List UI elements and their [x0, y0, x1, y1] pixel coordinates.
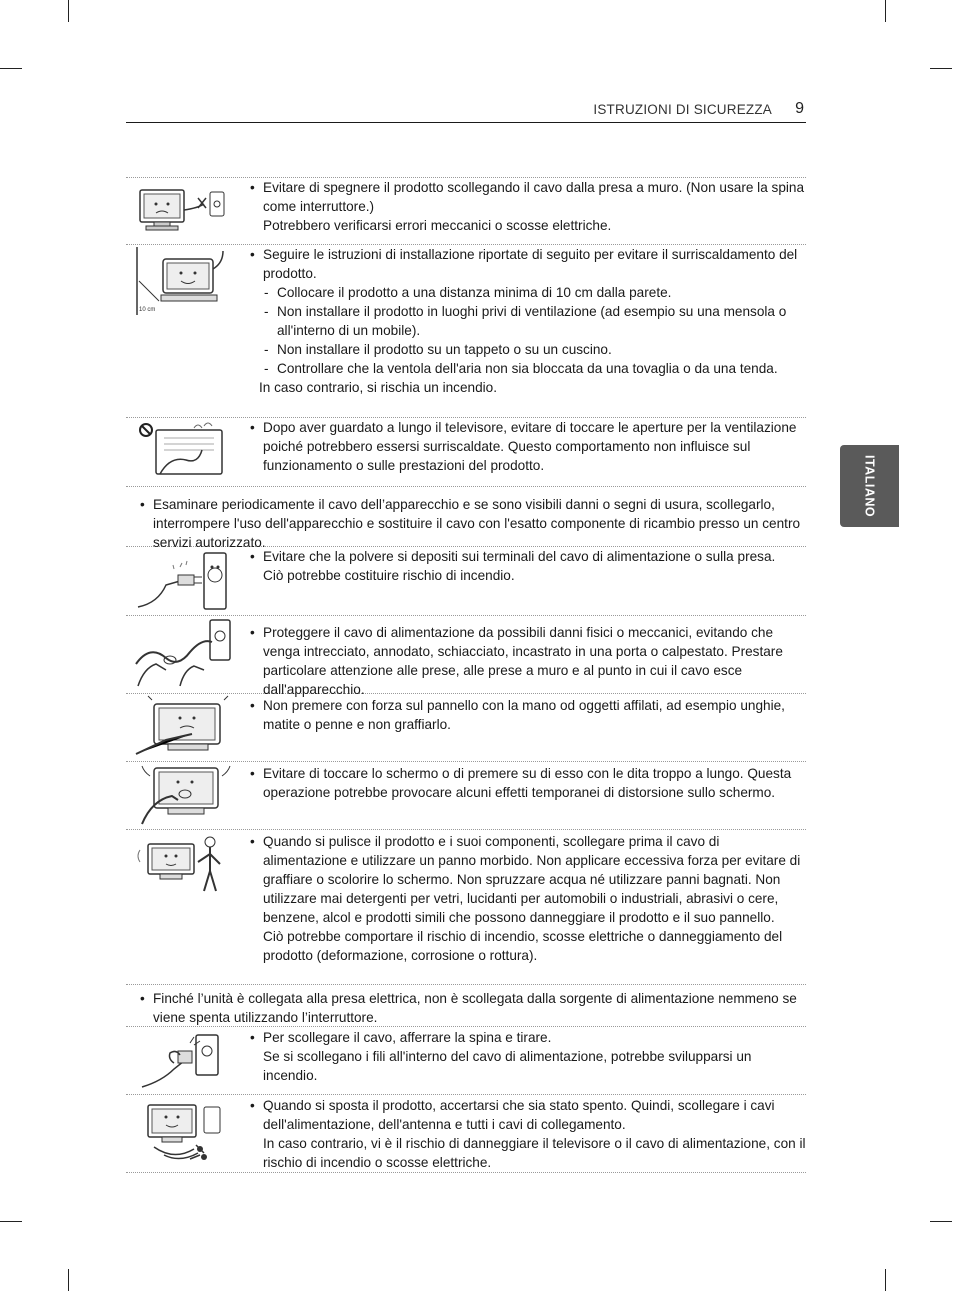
- bullet-text: • Evitare di toccare lo schermo o di premere su di esso con le dita troppo a lungo. Questa operazione potrebbe provocare alcuni effetti temporanei di distorsione sullo schermo.: [248, 764, 806, 802]
- bullet-text: • Quando si pulisce il prodotto e i suoi componenti, scollegare prima il cavo di alimentazione e utilizzare un panno morbido. Non applicare eccessiva forza per evitare di graffiare o scolorire lo schermo. Non spruzzare acqua né utilizzare panni bagnati. Non utilizzare mai detergenti per vetri, lucidanti per automobili o industriali, abrasivi o cere, benzene, alcol e prodotti simili che possono danneggiare il prodotto e il suo pannello. Ciò potrebbe comportare il rischio di incendio, scosse elettriche o danneggiamento del prodotto (deformazione, corrosione o rottura).: [248, 832, 806, 965]
- sub-item: - Non installare il prodotto su un tappeto o su un cuscino.: [248, 340, 806, 359]
- tv-wall-distance-icon: [126, 245, 238, 317]
- hand-pull-plug-icon: [126, 1031, 238, 1091]
- item-text: [138, 495, 806, 552]
- sub-item: - Controllare che la ventola dell'aria non sia bloccata da una tovaglia o da una tenda.: [248, 359, 806, 378]
- bullet-text: • Proteggere il cavo di alimentazione da possibili danni fisici o meccanici, evitando che venga intrecciato, annodato, schiacciato, incastrato in una porta o calpestato. Prestare particolare attenzione alle prese, alle prese a muro e al punto in cui il cavo esce dall'apparecchio.: [248, 623, 806, 699]
- safety-item: [126, 1027, 806, 1095]
- safety-item: [126, 694, 806, 762]
- safety-item: [126, 985, 806, 1027]
- tv-vent-touch-icon: [126, 420, 238, 482]
- item-text: [248, 1028, 806, 1085]
- page-number: 9: [795, 100, 804, 117]
- item-text: [248, 696, 806, 734]
- safety-item: [126, 547, 806, 616]
- bullet-text: • Evitare che la polvere si depositi sui terminali del cavo di alimentazione o sulla presa. Ciò potrebbe costituire rischio di incendio.: [248, 547, 806, 585]
- warning-note: In caso contrario, si rischia un incendio.: [259, 380, 498, 395]
- item-text: [248, 245, 806, 397]
- dusty-plug-icon: [126, 549, 238, 613]
- item-text: [248, 547, 806, 585]
- language-tab-label: ITALIANO: [862, 454, 877, 518]
- tv-finger-press-icon: [126, 762, 238, 826]
- item-text: [248, 1096, 806, 1172]
- safety-list: [126, 177, 806, 1173]
- safety-item: [126, 178, 806, 245]
- crop-mark: [930, 68, 952, 69]
- crop-mark: [885, 0, 886, 22]
- item-text: [248, 178, 806, 235]
- safety-item: [126, 418, 806, 487]
- item-text: [248, 418, 806, 475]
- distance-label: 10 cm: [139, 307, 156, 313]
- sub-item: - Collocare il prodotto a una distanza minima di 10 cm dalla parete.: [248, 283, 806, 302]
- item-text: [248, 832, 806, 965]
- tv-cleaning-icon: [126, 834, 238, 898]
- tv-sharp-object-icon: [126, 694, 238, 758]
- bullet-text: • Per scollegare il cavo, afferrare la spina e tirare. Se si scollegano i fili all'interno del cavo di alimentazione, potrebbe svilupparsi un incendio.: [248, 1028, 806, 1085]
- safety-item: [126, 245, 806, 418]
- safety-item: [126, 616, 806, 697]
- bullet-text: • Finché l’unità è collegata alla presa elettrica, non è scollegata dalla sorgente di alimentazione nemmeno se viene spenta utilizzando l’interruttore.: [138, 989, 806, 1027]
- bullet-text: • Evitare di spegnere il prodotto scollegando il cavo dalla presa a muro. (Non usare la spina come interruttore.) Potrebbero verificarsi errori meccanici o scosse elettriche.: [248, 178, 806, 235]
- crop-mark: [68, 1269, 69, 1291]
- safety-item: [126, 762, 806, 830]
- item-text: [138, 989, 806, 1027]
- safety-item: [126, 830, 806, 985]
- crop-mark: [0, 1221, 22, 1222]
- crop-mark: [68, 0, 69, 22]
- safety-item: [126, 487, 806, 550]
- safety-item: [126, 1095, 806, 1173]
- bullet-text: • Esaminare periodicamente il cavo dell’apparecchio e se sono visibili danni o segni di usura, scollegarlo, interrompere l'uso dell'apparecchio e sostituire il cavo con l'esatto componente di ricambio presso un centro servizi autorizzato.: [138, 495, 806, 552]
- bullet-text: • Quando si sposta il prodotto, accertarsi che sia stato spento. Quindi, scollegare i cavi dell'alimentazione, dell'antenna e tutti i cavi di collegamento. In caso contrario, vi è il rischio di danneggiare il televisore o il cavo di alimentazione, con il rischio di incendio o scosse elettriche.: [248, 1096, 806, 1172]
- bullet-text: • Seguire le istruzioni di installazione riportate di seguito per evitare il surriscaldamento del prodotto.: [248, 245, 806, 283]
- crop-mark: [0, 68, 22, 69]
- sub-item: - Non installare il prodotto in luoghi privi di ventilazione (ad esempio su una mensola o all'interno di un mobile).: [248, 302, 806, 340]
- language-tab: [840, 445, 899, 527]
- tv-unplug-icon: [126, 184, 238, 236]
- bullet-text: • Non premere con forza sul pannello con la mano od oggetti affilati, ad esempio unghie, matite o penne e non graffiarlo.: [248, 696, 806, 734]
- section-title: ISTRUZIONI DI SICUREZZA: [593, 102, 772, 117]
- crop-mark: [930, 1221, 952, 1222]
- bullet-text: • Dopo aver guardato a lungo il televisore, evitare di toccare le aperture per la ventilazione poiché potrebbero essersi surriscaldate. Questo comportamento non influisce sul funzionamento o sulle prestazioni del prodotto.: [248, 418, 806, 475]
- twisted-cable-icon: [126, 616, 238, 690]
- item-text: [248, 623, 806, 699]
- page-header: [126, 100, 806, 123]
- item-text: [248, 764, 806, 802]
- crop-mark: [885, 1269, 886, 1291]
- tv-cables-disconnect-icon: [126, 1099, 238, 1165]
